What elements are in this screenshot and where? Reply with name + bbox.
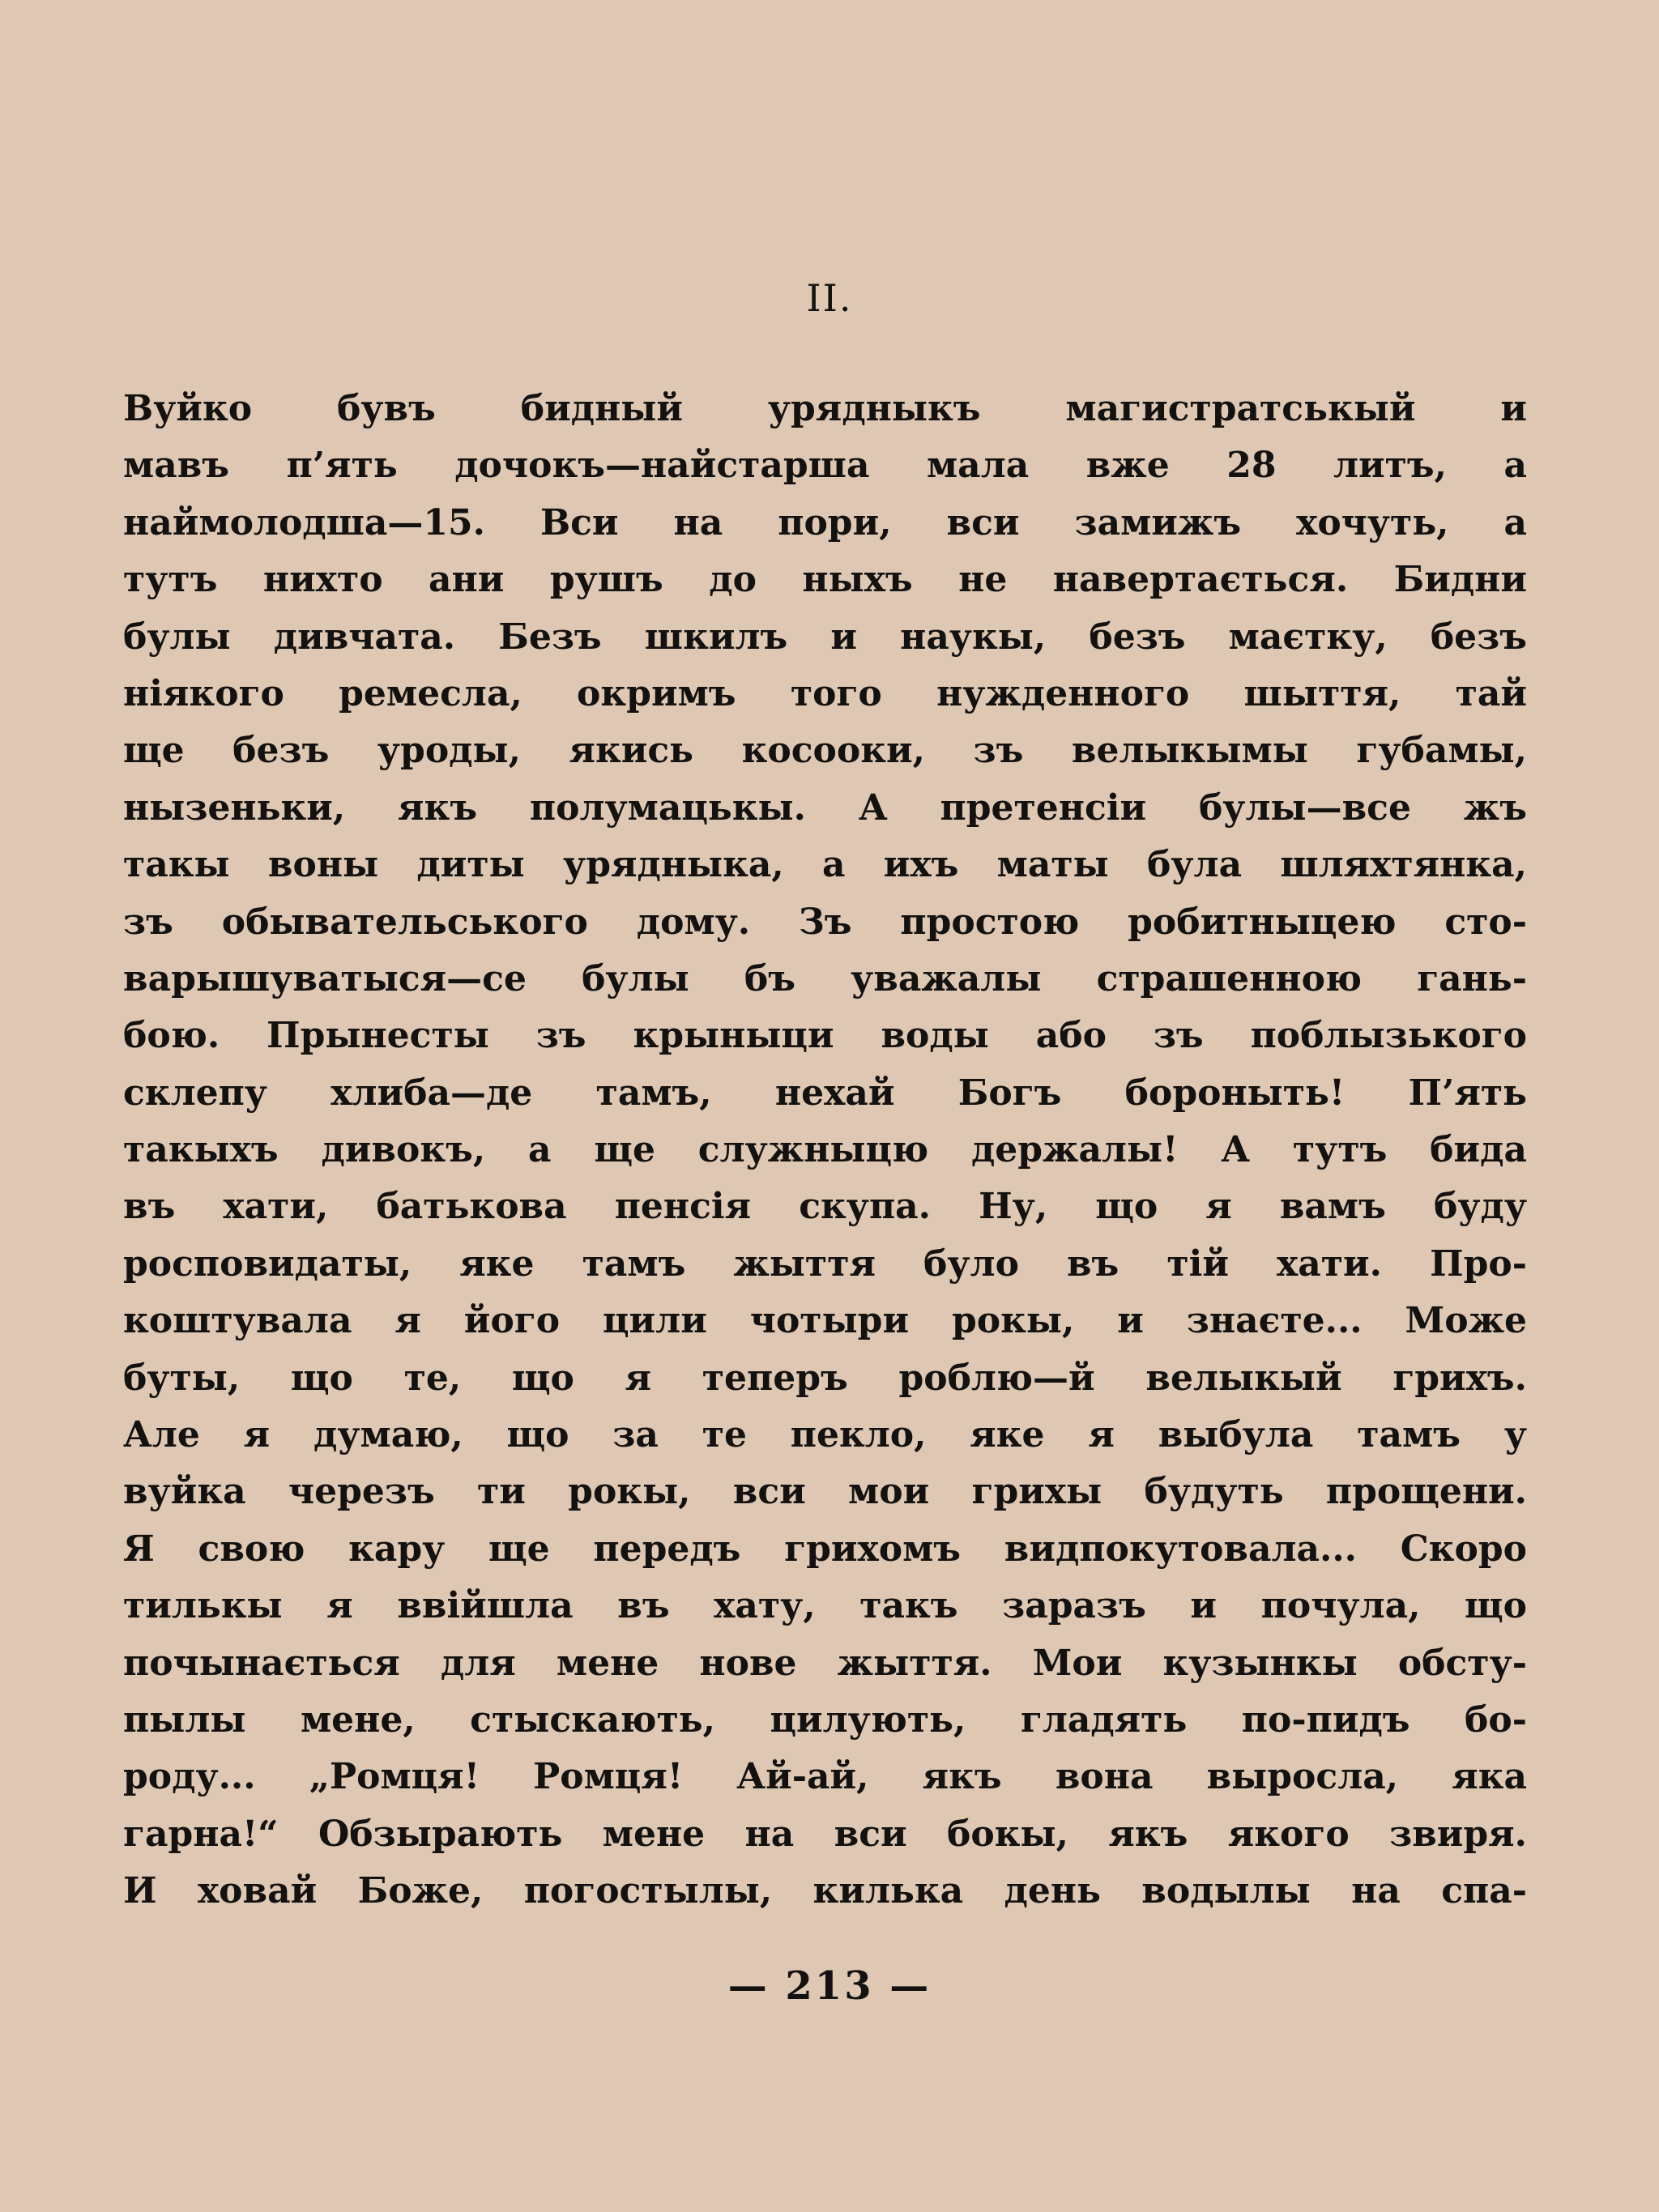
text-line: Але я думаю, що за те пекло, яке я выбула тамъ у [123,1414,1527,1456]
text-line: Вуйко бувъ бидный урядныкъ магистратськый и [123,388,1527,429]
text-line: такыхъ дивокъ, а ще служныцю держалы! А тутъ бида [123,1129,1527,1171]
text-line: вуйка черезъ ти рокы, вси мои грихы будуть прощени. [123,1471,1527,1513]
text-line: коштувала я його цили чотыри рокы, и знаєте... Може [123,1300,1527,1342]
text-line: почынається для мене нове жыття. Мои кузынкы обсту- [123,1642,1527,1684]
text-line: И ховай Боже, погостылы, килька день водылы на спа- [123,1870,1527,1912]
text-line: гарна!“ Обзырають мене на вси бокы, якъ якого звиря. [123,1813,1527,1855]
text-line: росповидаты, яке тамъ жыття було въ тій хати. Про- [123,1242,1527,1285]
text-line: нызеньки, якъ полумацькы. А претенсіи булы—все жъ [123,786,1527,829]
body-text [123,381,1527,1920]
text-line: въ хати, батькова пенсія скупа. Ну, що я вамъ буду [123,1186,1527,1228]
text-line: пылы мене, стыскають, цилують, гладять по-пидъ бо- [123,1698,1527,1741]
text-line: наймолодша—15. Вси на пори, вси замижъ хочуть, а [123,501,1527,543]
text-line: бою. Прынесты зъ крыныци воды або зъ поблызького [123,1015,1527,1057]
text-line: булы дивчата. Безъ шкилъ и наукы, безъ маєтку, безъ [123,616,1527,658]
text-line: мавъ п’ять дочокъ—найстарша мала вже 28 литъ, а [123,445,1527,487]
text-line: тутъ нихто ани рушъ до ныхъ не навертається. Бидни [123,559,1527,601]
chapter-heading: II. [806,276,853,320]
text-line: такы воны диты урядныка, а ихъ маты була шляхтянка, [123,844,1527,886]
text-line: склепу хлиба—де тамъ, нехай Богъ бороныть! П’ять [123,1072,1527,1114]
text-line: зъ обывательського дому. Зъ простою робитныцею сто- [123,901,1527,943]
text-line: тилькы я ввійшла въ хату, такъ заразъ и почула, що [123,1585,1527,1627]
text-line: ще безъ уроды, якись косооки, зъ велыкымы губамы, [123,730,1527,772]
text-line: роду... „Ромця! Ромця! Ай-ай, якъ вона выросла, яка [123,1756,1527,1798]
page-number: — 213 — [727,1963,932,2009]
text-line: ніякого ремесла, окримъ того нужденного шыття, тай [123,672,1527,714]
text-line: буты, що те, що я теперъ роблю—й велыкый грихъ. [123,1357,1527,1399]
text-line: Я свою кару ще передъ грихомъ видпокутовала... Скоро [123,1528,1527,1570]
text-line: варышуватыся—се булы бъ уважалы страшенною гань- [123,957,1527,999]
